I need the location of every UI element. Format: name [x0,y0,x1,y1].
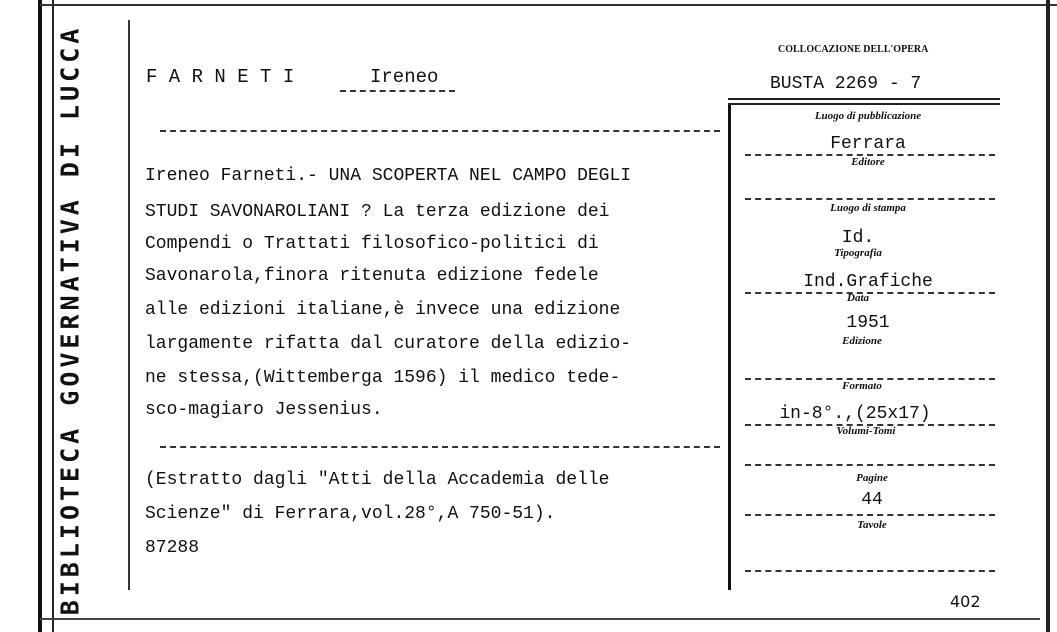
card-left-edge [38,0,42,632]
field-rule [745,514,995,516]
field-rule [745,198,995,200]
collocation-label: COLLOCAZIONE DELL'OPERA [778,44,929,55]
body-separator [160,446,720,448]
field-label: Luogo di stampa [830,202,906,214]
field-label: Tavole [857,519,887,531]
inventory-number: 87288 [145,538,200,558]
field-value: 44 [861,490,883,510]
card-bottom-edge [40,618,1040,620]
field-label: Volumi-Tomi [836,425,896,437]
body-line: STUDI SAVONAROLIANI ? La terza edizione dei [145,202,610,222]
header-separator [160,130,720,132]
metadata-box-top [728,103,1000,105]
body-line: alle edizioni italiane,è invece una edizione [145,300,621,320]
field-label: Luogo di pubblicazione [814,110,922,122]
extract-line: (Estratto dagli "Atti della Accademia delle [145,470,610,490]
field-rule [745,292,995,294]
extract-line: Scienze" di Ferrara,vol.28°,A 750-51). [145,504,556,524]
card-left-edge-inner [52,0,54,632]
field-value: Ferrara [830,134,906,154]
body-line: Ireneo Farneti.- UNA SCOPERTA NEL CAMPO DEGLI [145,166,632,186]
card-right-edge [1046,0,1050,632]
body-line: Savonarola,finora ritenuta edizione fedele [145,266,599,286]
field-value: Id. [841,228,875,248]
card-top-edge [40,4,1057,6]
field-label: Edizione [842,335,882,347]
body-line: largamente rifatta dal curatore della edizio- [145,334,632,354]
field-label: Editore [851,156,885,168]
field-label: Formato [842,380,882,392]
body-line: Compendi o Trattati filosofico-politici di [145,234,599,254]
body-line: sco-magiaro Jessenius. [145,400,383,420]
library-name: BIBLIOTECA GOVERNATIVA DI LUCCA [55,24,85,616]
card-margin-divider [128,20,130,590]
field-label: Pagine [856,472,888,484]
corner-note: 402 [950,592,981,611]
field-value: Ind.Grafiche [803,272,933,292]
field-label: Data [847,292,869,304]
field-value: in-8°.,(25x17) [779,404,931,424]
author-surname: F A R N E T I [146,66,295,88]
field-rule [745,464,995,466]
field-value: 1951 [846,313,890,333]
collocation-underline [728,98,1000,100]
field-label: Tipografia [834,247,882,259]
header-underline [340,90,455,92]
author-name: Ireneo [370,66,439,88]
metadata-box-border [728,103,731,590]
collocation-value: BUSTA 2269 - 7 [770,74,922,94]
body-line: ne stessa,(Wittemberga 1596) il medico tede- [145,368,621,388]
field-rule [745,570,995,572]
